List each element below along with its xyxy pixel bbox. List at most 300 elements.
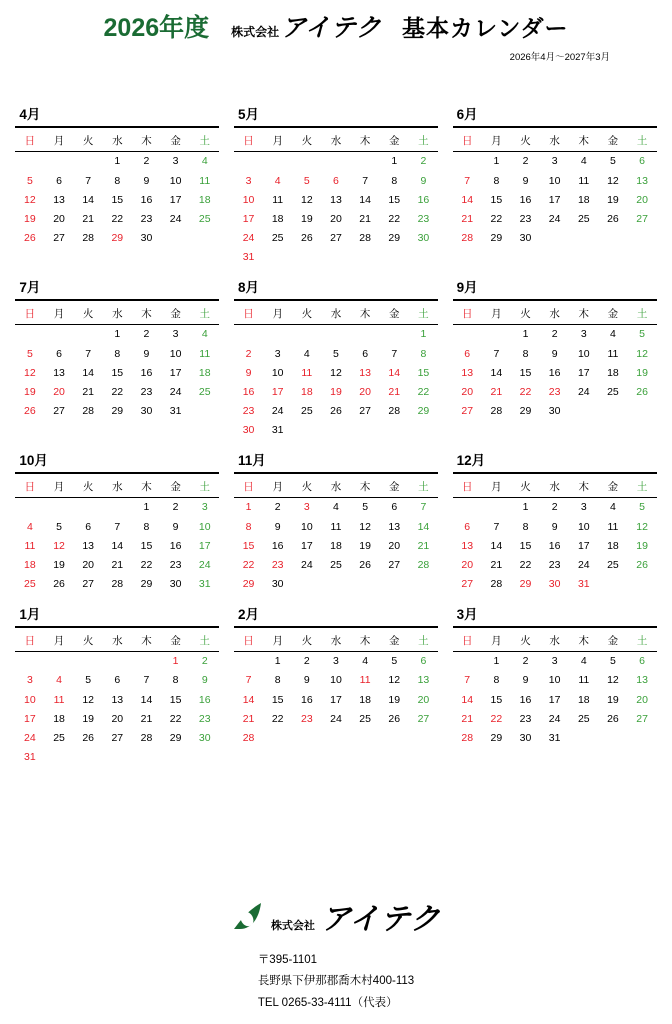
day-cell: 2 [172, 501, 179, 514]
day-cell-empty [234, 151, 263, 171]
day-cell: 9 [143, 174, 150, 187]
company-logo [0, 894, 672, 938]
day-cell: 15 [242, 539, 255, 552]
day-cell-empty [351, 248, 380, 267]
week-row [453, 171, 657, 190]
week-row [453, 382, 657, 401]
day-cell: 11 [53, 693, 65, 706]
weekday-header: 月 [44, 477, 73, 498]
street-address: 長野県下伊那郡喬木村400-113 [257, 975, 415, 988]
weekday-header: 水 [540, 131, 569, 152]
day-cell: 11 [607, 520, 619, 533]
weekday-header: 土 [628, 131, 657, 152]
weekday-header: 土 [628, 304, 657, 325]
day-cell: 16 [548, 539, 561, 552]
day-cell: 26 [388, 712, 401, 725]
day-cell: 28 [82, 232, 95, 245]
day-cell: 1 [522, 501, 529, 514]
day-cell-empty [263, 728, 292, 747]
day-cell-empty [409, 728, 438, 747]
weekday-header-row [15, 304, 219, 325]
day-cell: 23 [140, 386, 153, 399]
day-cell: 20 [417, 693, 430, 706]
day-cell: 26 [636, 386, 648, 399]
day-cell: 11 [199, 174, 211, 187]
week-row [234, 209, 438, 228]
day-cell: 23 [548, 386, 561, 399]
week-row [15, 151, 219, 171]
day-cell: 21 [461, 213, 474, 226]
month-table [15, 304, 219, 421]
day-cell: 24 [300, 559, 313, 572]
day-cell: 23 [548, 559, 561, 572]
day-cell-empty [292, 728, 321, 747]
day-cell: 25 [271, 232, 284, 245]
day-cell: 6 [639, 155, 645, 168]
day-cell: 19 [53, 559, 65, 572]
day-cell: 9 [274, 520, 281, 533]
month-title: 12月 [453, 453, 657, 474]
day-cell: 6 [56, 347, 62, 360]
week-row [453, 690, 657, 709]
day-cell-empty [598, 402, 627, 421]
day-cell: 15 [490, 193, 503, 206]
day-cell: 7 [85, 347, 92, 360]
day-cell: 6 [639, 655, 645, 668]
day-cell: 29 [519, 578, 532, 591]
day-cell: 21 [82, 386, 95, 399]
day-cell: 3 [333, 655, 339, 668]
weekday-header: 木 [569, 477, 598, 498]
weekday-header: 水 [103, 631, 132, 652]
day-cell: 2 [522, 655, 529, 668]
day-cell: 9 [143, 347, 150, 360]
week-row [15, 229, 219, 248]
day-cell-empty [453, 651, 482, 671]
day-cell-empty [190, 402, 219, 421]
day-cell-empty [351, 324, 380, 344]
day-cell: 26 [24, 405, 36, 418]
day-cell-empty [351, 421, 380, 440]
day-cell: 20 [461, 386, 474, 399]
day-cell: 26 [53, 578, 65, 591]
day-cell-empty [292, 151, 321, 171]
weekday-header: 木 [351, 304, 380, 325]
month-block [234, 607, 438, 767]
day-cell: 30 [519, 732, 532, 745]
title-brand: アイテク [281, 14, 382, 42]
day-cell: 8 [522, 347, 529, 360]
day-cell: 8 [143, 520, 150, 533]
day-cell: 18 [577, 193, 590, 206]
week-row [234, 690, 438, 709]
day-cell: 28 [388, 405, 401, 418]
day-cell: 10 [169, 174, 182, 187]
week-row [453, 363, 657, 382]
day-cell: 15 [140, 539, 153, 552]
day-cell: 25 [198, 386, 211, 399]
day-cell: 20 [82, 559, 95, 572]
weekday-header-row [15, 477, 219, 498]
day-cell: 12 [359, 520, 371, 533]
day-cell-empty [569, 229, 598, 248]
day-cell: 20 [111, 712, 124, 725]
week-row [15, 671, 219, 690]
day-cell: 1 [420, 328, 427, 341]
day-cell: 23 [140, 213, 153, 226]
day-cell: 24 [198, 559, 211, 572]
day-cell: 16 [198, 693, 211, 706]
day-cell-empty [74, 497, 103, 517]
day-cell-empty [44, 324, 73, 344]
day-cell: 19 [636, 539, 648, 552]
day-cell: 8 [172, 674, 179, 687]
day-cell: 24 [577, 386, 590, 399]
week-row [453, 517, 657, 536]
day-cell-empty [409, 248, 438, 267]
day-cell: 17 [169, 193, 182, 206]
day-cell-empty [351, 728, 380, 747]
week-row [234, 651, 438, 671]
week-row [15, 709, 219, 728]
day-cell: 21 [359, 213, 371, 226]
day-cell: 18 [300, 386, 313, 399]
day-cell: 15 [111, 366, 124, 379]
day-cell: 5 [639, 501, 645, 514]
week-row [453, 344, 657, 363]
day-cell: 14 [359, 193, 371, 206]
day-cell: 10 [24, 693, 36, 706]
day-cell-empty [44, 748, 73, 767]
week-row [15, 497, 219, 517]
day-cell: 14 [111, 539, 124, 552]
day-cell: 3 [172, 328, 179, 341]
day-cell: 22 [519, 559, 532, 572]
day-cell: 25 [300, 405, 313, 418]
week-row [453, 536, 657, 555]
day-cell-empty [321, 151, 350, 171]
day-cell-empty [598, 229, 627, 248]
week-row [234, 497, 438, 517]
day-cell-empty [351, 575, 380, 594]
day-cell: 31 [242, 251, 255, 264]
day-cell: 23 [300, 712, 313, 725]
weekday-header: 金 [380, 304, 409, 325]
day-cell: 3 [551, 155, 558, 168]
day-cell: 16 [140, 193, 153, 206]
day-cell: 17 [300, 539, 313, 552]
day-cell: 26 [82, 732, 95, 745]
day-cell-empty [161, 748, 190, 767]
day-cell: 13 [636, 174, 648, 187]
day-cell: 14 [388, 366, 401, 379]
month-block [453, 107, 657, 267]
month-title: 2月 [234, 607, 438, 628]
week-row [234, 536, 438, 555]
day-cell: 16 [548, 366, 561, 379]
day-cell-empty [453, 151, 482, 171]
day-cell: 16 [417, 193, 430, 206]
day-cell: 7 [245, 674, 252, 687]
weekday-header: 日 [15, 304, 44, 325]
day-cell: 5 [333, 347, 339, 360]
day-cell: 6 [420, 655, 427, 668]
month-block [453, 607, 657, 767]
day-cell-empty [380, 421, 409, 440]
day-cell: 10 [198, 520, 211, 533]
week-row [453, 324, 657, 344]
day-cell: 21 [490, 386, 503, 399]
day-cell: 24 [169, 386, 182, 399]
day-cell: 28 [461, 732, 474, 745]
week-row [453, 728, 657, 747]
day-cell: 22 [388, 213, 401, 226]
logo-brand: アイテク [320, 903, 442, 937]
day-cell: 2 [551, 328, 558, 341]
week-row [15, 209, 219, 228]
day-cell-empty [321, 728, 350, 747]
day-cell-empty [15, 651, 44, 671]
day-cell: 5 [26, 347, 33, 360]
day-cell: 19 [300, 213, 313, 226]
day-cell: 30 [519, 232, 532, 245]
month-table [453, 304, 657, 421]
day-cell: 16 [271, 539, 284, 552]
day-cell: 23 [242, 405, 255, 418]
day-cell: 24 [577, 559, 590, 572]
week-row [453, 229, 657, 248]
day-cell-empty [292, 421, 321, 440]
day-cell: 5 [26, 174, 33, 187]
month-title: 9月 [453, 280, 657, 301]
day-cell: 25 [53, 732, 65, 745]
weekday-header: 金 [161, 631, 190, 652]
day-cell-empty [161, 229, 190, 248]
day-cell-empty [628, 728, 657, 747]
weekday-header: 火 [511, 631, 540, 652]
day-cell: 7 [493, 347, 500, 360]
day-cell: 24 [330, 712, 342, 725]
weekday-header: 水 [103, 131, 132, 152]
weekday-header: 月 [482, 477, 511, 498]
day-cell: 1 [143, 501, 150, 514]
weekday-header: 土 [409, 477, 438, 498]
day-cell: 14 [140, 693, 153, 706]
weekday-header: 金 [161, 131, 190, 152]
week-row [453, 671, 657, 690]
day-cell: 26 [636, 559, 648, 572]
day-cell-empty [380, 324, 409, 344]
day-cell: 5 [303, 174, 310, 187]
day-cell: 13 [461, 366, 474, 379]
day-cell: 28 [417, 559, 430, 572]
day-cell: 5 [362, 501, 369, 514]
day-cell: 30 [140, 232, 153, 245]
month-title: 1月 [15, 607, 219, 628]
day-cell: 10 [271, 366, 284, 379]
day-cell-empty [380, 248, 409, 267]
weekday-header: 月 [263, 477, 292, 498]
day-cell-empty [598, 728, 627, 747]
day-cell: 31 [169, 405, 182, 418]
day-cell: 3 [303, 501, 310, 514]
weekday-header: 日 [453, 631, 482, 652]
day-cell: 20 [636, 693, 648, 706]
weekday-header: 土 [409, 304, 438, 325]
day-cell: 20 [53, 213, 65, 226]
day-cell: 3 [580, 501, 587, 514]
page-title: 基本カレンダー [401, 15, 569, 41]
day-cell: 29 [242, 578, 255, 591]
day-cell-empty [409, 575, 438, 594]
day-cell: 15 [169, 693, 182, 706]
week-row [234, 709, 438, 728]
day-cell: 6 [85, 520, 92, 533]
week-row [15, 363, 219, 382]
day-cell: 1 [114, 328, 121, 341]
day-cell: 17 [548, 693, 561, 706]
day-cell: 7 [391, 347, 398, 360]
week-row [234, 151, 438, 171]
week-row [234, 421, 438, 440]
day-cell: 9 [551, 520, 558, 533]
day-cell: 27 [111, 732, 124, 745]
day-cell: 11 [330, 520, 342, 533]
day-cell: 28 [140, 732, 153, 745]
day-cell: 1 [172, 655, 179, 668]
day-cell-empty [103, 497, 132, 517]
month-block [234, 280, 438, 440]
day-cell: 12 [24, 193, 36, 206]
week-row [453, 575, 657, 594]
day-cell: 13 [111, 693, 124, 706]
day-cell: 15 [417, 366, 430, 379]
weekday-header: 火 [74, 631, 103, 652]
day-cell: 4 [580, 155, 587, 168]
day-cell: 1 [114, 155, 121, 168]
day-cell: 29 [490, 232, 503, 245]
week-row [453, 402, 657, 421]
weekday-header: 月 [44, 304, 73, 325]
day-cell: 24 [548, 213, 561, 226]
weekday-header: 木 [132, 304, 161, 325]
day-cell: 16 [169, 539, 182, 552]
weekday-header: 日 [234, 131, 263, 152]
day-cell: 22 [490, 213, 503, 226]
day-cell: 7 [464, 674, 471, 687]
weekday-header-row [234, 631, 438, 652]
day-cell: 28 [461, 232, 474, 245]
day-cell: 25 [577, 213, 590, 226]
day-cell: 13 [359, 366, 371, 379]
day-cell: 4 [274, 174, 281, 187]
day-cell: 23 [271, 559, 284, 572]
week-row [453, 497, 657, 517]
day-cell: 21 [140, 712, 153, 725]
week-row [15, 190, 219, 209]
day-cell: 29 [417, 405, 430, 418]
day-cell: 9 [522, 174, 529, 187]
day-cell: 30 [169, 578, 182, 591]
day-cell: 8 [245, 520, 252, 533]
day-cell: 11 [578, 674, 590, 687]
day-cell: 4 [303, 347, 310, 360]
weekday-header-row [453, 304, 657, 325]
day-cell-empty [234, 324, 263, 344]
day-cell: 6 [362, 347, 369, 360]
weekday-header: 水 [540, 477, 569, 498]
day-cell: 4 [610, 501, 616, 514]
day-cell-empty [103, 651, 132, 671]
day-cell: 8 [420, 347, 427, 360]
weekday-header: 日 [15, 477, 44, 498]
day-cell: 30 [198, 732, 211, 745]
day-cell: 21 [388, 386, 401, 399]
day-cell: 24 [548, 712, 561, 725]
week-row [234, 728, 438, 747]
day-cell: 2 [201, 655, 208, 668]
month-table [234, 631, 438, 748]
day-cell: 23 [169, 559, 182, 572]
day-cell: 14 [490, 366, 503, 379]
day-cell: 5 [610, 655, 616, 668]
day-cell: 2 [245, 347, 252, 360]
weekday-header: 火 [292, 131, 321, 152]
day-cell: 29 [140, 578, 153, 591]
week-row [453, 209, 657, 228]
day-cell: 21 [461, 712, 474, 725]
day-cell: 31 [577, 578, 590, 591]
day-cell: 11 [607, 347, 619, 360]
day-cell: 19 [388, 693, 401, 706]
weekday-header: 土 [190, 304, 219, 325]
day-cell: 12 [388, 674, 401, 687]
week-row [453, 555, 657, 574]
weekday-header: 木 [132, 631, 161, 652]
day-cell: 22 [140, 559, 153, 572]
day-cell: 23 [198, 712, 211, 725]
day-cell: 15 [490, 693, 503, 706]
day-cell: 12 [607, 674, 619, 687]
day-cell: 13 [82, 539, 95, 552]
day-cell: 13 [636, 674, 648, 687]
day-cell: 4 [201, 328, 208, 341]
day-cell: 26 [24, 232, 36, 245]
day-cell: 17 [577, 366, 590, 379]
day-cell: 25 [198, 213, 211, 226]
day-cell: 29 [388, 232, 401, 245]
day-cell: 16 [300, 693, 313, 706]
day-cell: 6 [391, 501, 398, 514]
day-cell: 7 [114, 520, 121, 533]
day-cell: 14 [82, 366, 95, 379]
day-cell-empty [380, 728, 409, 747]
week-row [15, 555, 219, 574]
day-cell: 5 [85, 674, 92, 687]
day-cell-empty [263, 324, 292, 344]
day-cell: 20 [53, 386, 65, 399]
day-cell: 24 [242, 232, 255, 245]
weekday-header: 水 [321, 131, 350, 152]
day-cell: 18 [198, 193, 211, 206]
day-cell: 3 [201, 501, 208, 514]
day-cell-empty [263, 151, 292, 171]
day-cell: 27 [330, 232, 342, 245]
day-cell: 31 [24, 751, 36, 764]
week-row [15, 651, 219, 671]
week-row [453, 651, 657, 671]
postal-code: 〒395-1101 [257, 954, 318, 967]
